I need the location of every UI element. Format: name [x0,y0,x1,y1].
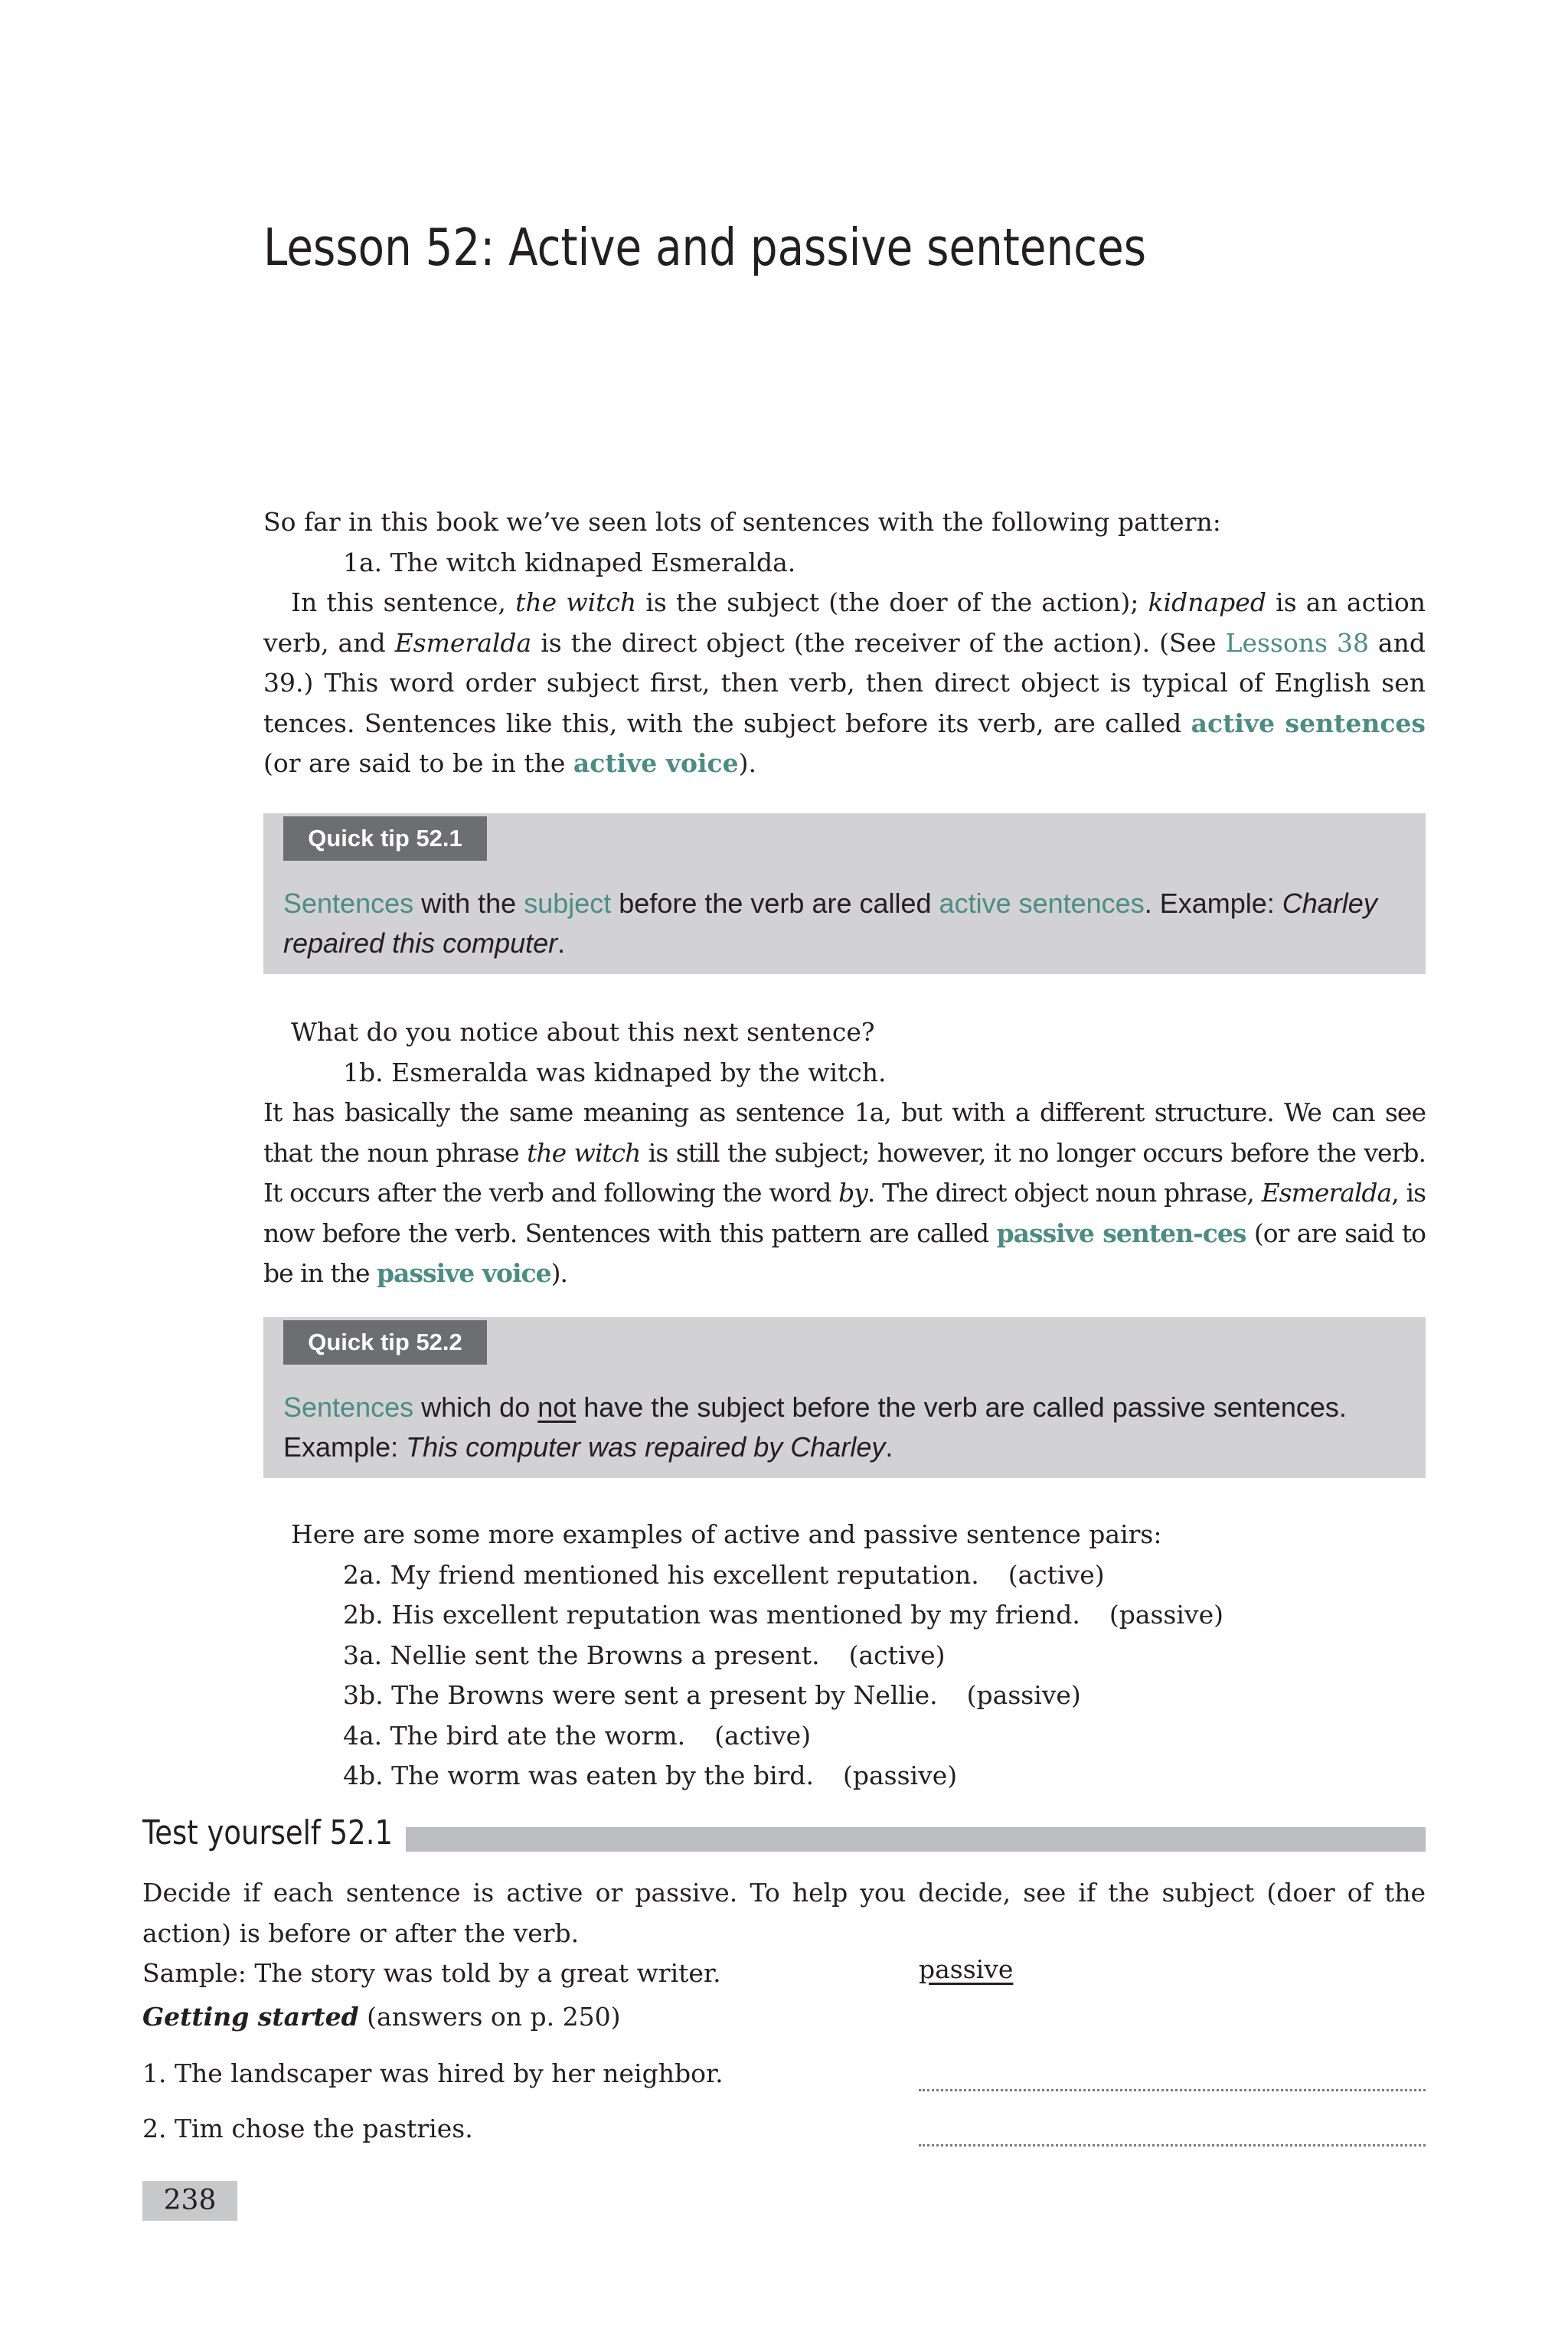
quick-tip-text: Sentences with the subject before the verb are called active sentences. Example: Charley repaired this computer. [283,888,1377,959]
example-4b: 4b. The worm was eaten by the bird. (passive) [343,1761,958,1790]
quick-tip-label: Quick tip 52.2 [283,1320,487,1365]
example-2a: 2a. My friend mentioned his excellent reputation. (active) [343,1559,1105,1590]
example-2b: 2b. His excellent reputation was mentioned by my friend. (passive) [343,1600,1223,1630]
example-3a: 3a. Nellie sent the Browns a present. (active) [343,1640,946,1670]
intro-paragraph: In this sentence, the witch is the subject (the doer of the action); kidnaped is an action verb, and Esmeralda is the direct object (the receiver of the action). (See Lessons 38 and 39.) This word order subject first, then verb, then direct object is typical of English sen tences. Sentences like this, with the subject before its verb, are called active sentences (or are said to be in the active voice). [263,587,1426,778]
passive-section [263,1012,1426,1294]
getting-started: Getting started (answers on p. 250) [142,2002,621,2032]
test-instructions: Decide if each sentence is active or passive. To help you decide, see if the subject (doer of the action) is before or after the verb. [142,1878,1426,1948]
example-4a: 4a. The bird ate the worm. (active) [343,1720,812,1751]
examples-section [263,1515,1426,1797]
answer-line-2[interactable] [919,2144,1426,2146]
test-sample: Sample: The story was told by a great writer. [142,1958,721,1988]
passive-paragraph: It has basically the same meaning as sentence 1a, but with a different structure. We can see that the noun phrase the witch is still the subject; however, it no longer occurs before the verb. It occurs after the verb and following the word by. The direct object noun phrase, Esmeralda, is now before the verb. Sentences with this pattern are called passive senten-ces (or are said to be in the passive voice). [263,1097,1426,1288]
quick-tip-52-1 [263,813,1426,974]
page-number: 238 [142,2181,237,2221]
question: What do you notice about this next sentence? [291,1017,875,1047]
test-instructions-block [142,1873,1426,1994]
term-active-voice: active voice [573,748,739,778]
test-heading-bar [406,1827,1426,1852]
term-passive-voice: passive voice [376,1258,551,1288]
quick-tip-text: Sentences which do not have the subject before the verb are called passive sentences. Example: This computer was repaired by Charley. [283,1391,1347,1463]
example-1a: 1a. The witch kidnaped Esmeralda. [343,547,796,577]
lessons-38-link[interactable]: Lessons 38 [1225,627,1369,658]
example-3b: 3b. The Browns were sent a present by Nellie. (passive) [343,1680,1081,1710]
intro-lead: So far in this book we’ve seen lots of sentences with the following pattern: [263,507,1221,537]
examples-lead: Here are some more examples of active and passive sentence pairs: [291,1519,1162,1549]
test-item-2: 2. Tim chose the pastries. [142,2114,473,2143]
term-passive-sentences: passive senten-ces [996,1218,1246,1248]
sample-answer: passive [919,1954,1014,1984]
test-heading: Test yourself 52.1 [142,1813,393,1852]
answer-line-1[interactable] [919,2089,1426,2091]
intro-section [263,502,1426,784]
term-active-sentences: active sentences [1191,708,1426,738]
page-title: Lesson 52: Active and passive sentences [263,217,1147,277]
quick-tip-label: Quick tip 52.1 [283,816,487,861]
quick-tip-52-2 [263,1317,1426,1478]
test-item-1: 1. The landscaper was hired by her neighbor. [142,2058,724,2088]
example-1b: 1b. Esmeralda was kidnaped by the witch. [343,1057,887,1087]
